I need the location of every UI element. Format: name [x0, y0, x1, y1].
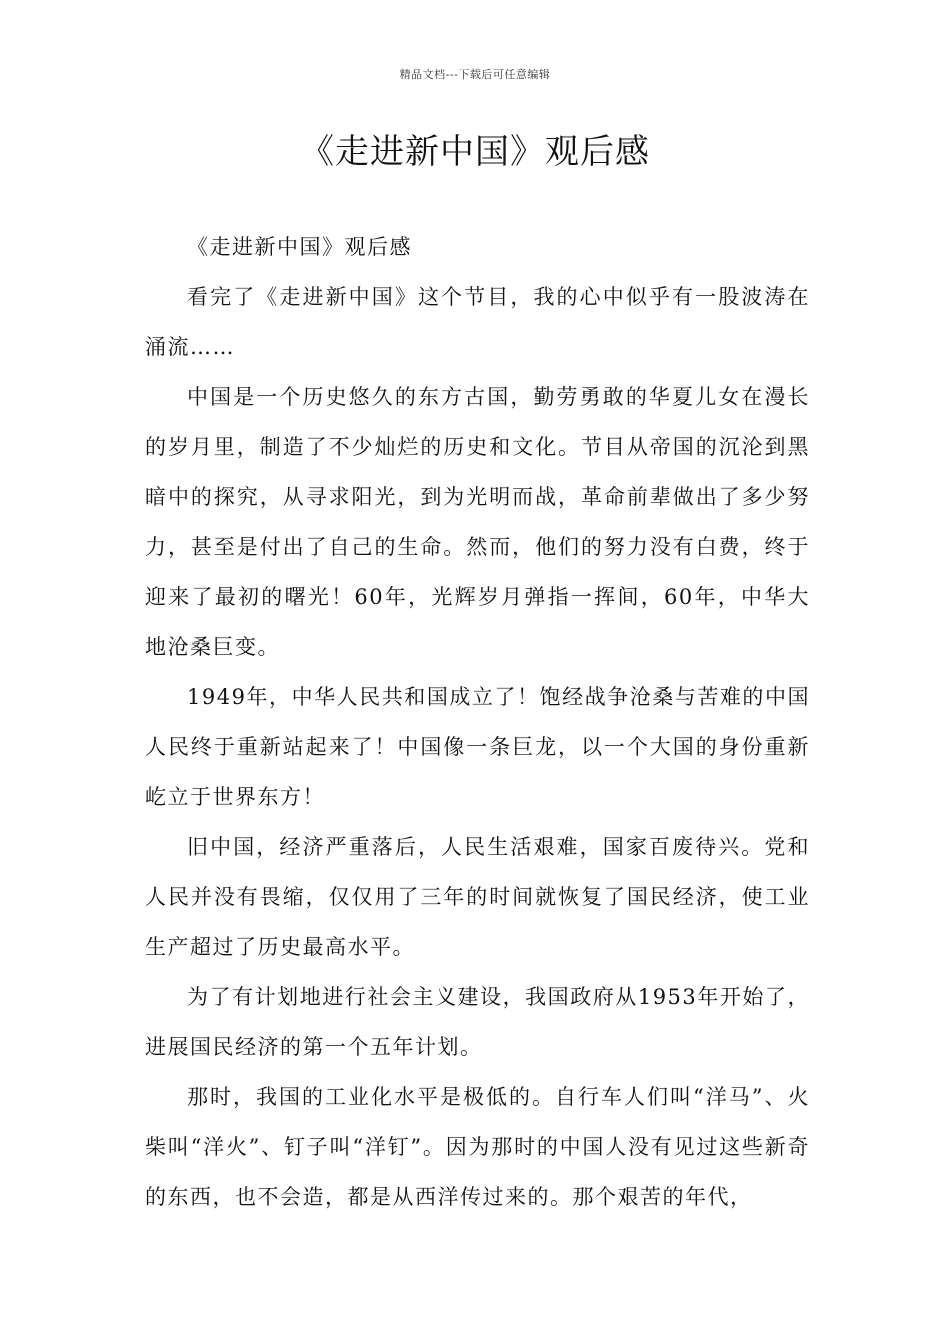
- paragraph-subtitle: 《走进新中国》观后感: [187, 235, 412, 259]
- paragraph: 看完了《走进新中国》这个节目，我的心中似乎有一股波涛在涌流……: [145, 285, 810, 359]
- document-title: 《走进新中国》观后感: [300, 132, 650, 172]
- document-body: [145, 222, 810, 1222]
- paragraph: 为了有计划地进行社会主义建设，我国政府从1953年开始了，进展国民经济的第一个五年计划。: [145, 985, 810, 1059]
- paragraph: 那时，我国的工业化水平是极低的。自行车人们叫“洋马”、火柴叫“洋火”、钉子叫“洋钉”。因为那时的中国人没有见过这些新奇的东西，也不会造，都是从西洋传过来的。那个艰苦的年代，: [145, 1085, 810, 1209]
- paragraph: 中国是一个历史悠久的东方古国，勤劳勇敢的华夏儿女在漫长的岁月里，制造了不少灿烂的历史和文化。节目从帝国的沉沦到黑暗中的探究，从寻求阳光，到为光明而战，革命前辈做出了多少努力，甚至是付出了自己的生命。然而，他们的努力没有白费，终于迎来了最初的曙光！60年，光辉岁月弹指一挥间，60年，中华大地沧桑巨变。: [145, 385, 810, 659]
- paragraph: 旧中国，经济严重落后，人民生活艰难，国家百废待兴。党和人民并没有畏缩，仅仅用了三年的时间就恢复了国民经济，使工业生产超过了历史最高水平。: [145, 835, 810, 959]
- paragraph: 1949年，中华人民共和国成立了！饱经战争沧桑与苦难的中国人民终于重新站起来了！中国像一条巨龙，以一个大国的身份重新屹立于世界东方！: [145, 685, 810, 809]
- header-note: 精品文档---下载后可任意编辑: [399, 68, 551, 81]
